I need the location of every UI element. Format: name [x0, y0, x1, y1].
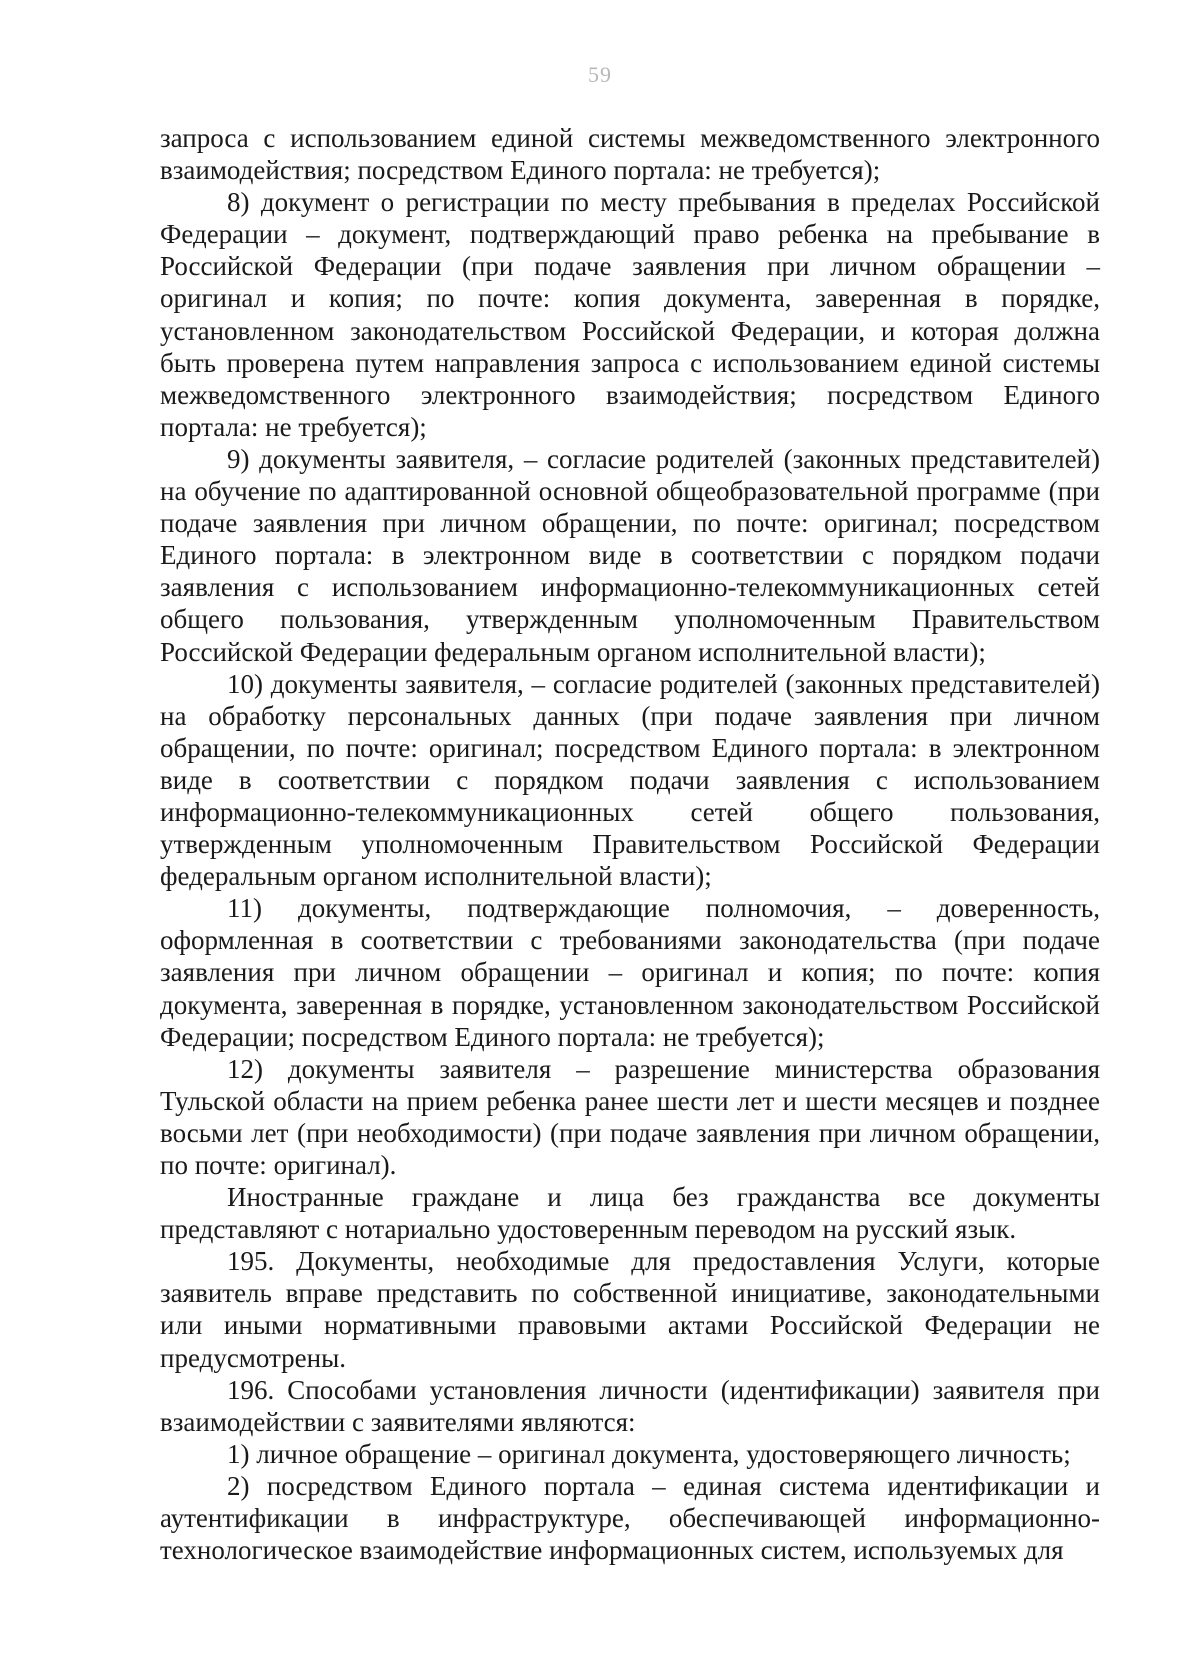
- page-number: 59: [588, 62, 612, 87]
- paragraph-item-10: 10) документы заявителя, – согласие родителей (законных представителей) на обработку персональных данных (при подаче заявления при личном обращении, по почте: оригинал; посредством Единого портала: в электронном виде в соответствии с порядком подачи заявления с использованием информационно-телекоммуникационных сетей общего пользования, утвержденным уполномоченным Правительством Российской Федерации федеральным органом исполнительной власти);: [160, 668, 1100, 892]
- paragraph-196: 196. Способами установления личности (идентификации) заявителя при взаимодействии с заявителями являются:: [160, 1374, 1100, 1437]
- paragraph-item-12: 12) документы заявителя – разрешение министерства образования Тульской области на прием ребенка ранее шести лет и шести месяцев и позднее восьми лет (при необходимости) (при подаче заявления при личном обращении, по почте: оригинал).: [160, 1053, 1100, 1180]
- paragraph-item-11: 11) документы, подтверждающие полномочия, – доверенность, оформленная в соответствии с требованиями законодательства (при подаче заявления при личном обращении – оригинал и копия; по почте: копия документа, заверенная в порядке, установленном законодательством Российской Федерации; посредством Единого портала: не требуется);: [160, 893, 1100, 1052]
- paragraph-item-9: 9) документы заявителя, – согласие родителей (законных представителей) на обучение по адаптированной основной общеобразовательной программе (при подаче заявления при личном обращении, по почте: оригинал; посредством Единого портала: в электронном виде в соответствии с порядком подачи заявления с использованием информационно-телекоммуникационных сетей общего пользования, утвержденным уполномоченным Правительством Российской Федерации федеральным органом исполнительной власти);: [160, 443, 1100, 667]
- paragraph-196-item-2: 2) посредством Единого портала – единая система идентификации и аутентификации в инфраструктуре, обеспечивающей информационно-технологическое взаимодействие информационных систем, используемых для: [160, 1470, 1100, 1566]
- document-body: [160, 122, 1100, 1566]
- paragraph-foreign-citizens: Иностранные граждане и лица без гражданства все документы представляют с нотариально удостоверенным переводом на русский язык.: [160, 1182, 1100, 1245]
- paragraph-item-8: 8) документ о регистрации по месту пребывания в пределах Российской Федерации – документ, подтверждающий право ребенка на пребывание в Российской Федерации (при подаче заявления при личном обращении – оригинал и копия; по почте: копия документа, заверенная в порядке, установленном законодательством Российской Федерации, и которая должна быть проверена путем направления запроса с использованием единой системы межведомственного электронного взаимодействия; посредством Единого портала: не требуется);: [160, 187, 1100, 442]
- paragraph-continuation: запроса с использованием единой системы межведомственного электронного взаимодействия; посредством Единого портала: не требуется);: [160, 123, 1100, 186]
- paragraph-196-item-1: 1) личное обращение – оригинал документа, удостоверяющего личность;: [227, 1438, 1071, 1469]
- paragraph-195: 195. Документы, необходимые для предоставления Услуги, которые заявитель вправе представить по собственной инициативе, законодательными или иными нормативными правовыми актами Российской Федерации не предусмотрены.: [160, 1246, 1100, 1373]
